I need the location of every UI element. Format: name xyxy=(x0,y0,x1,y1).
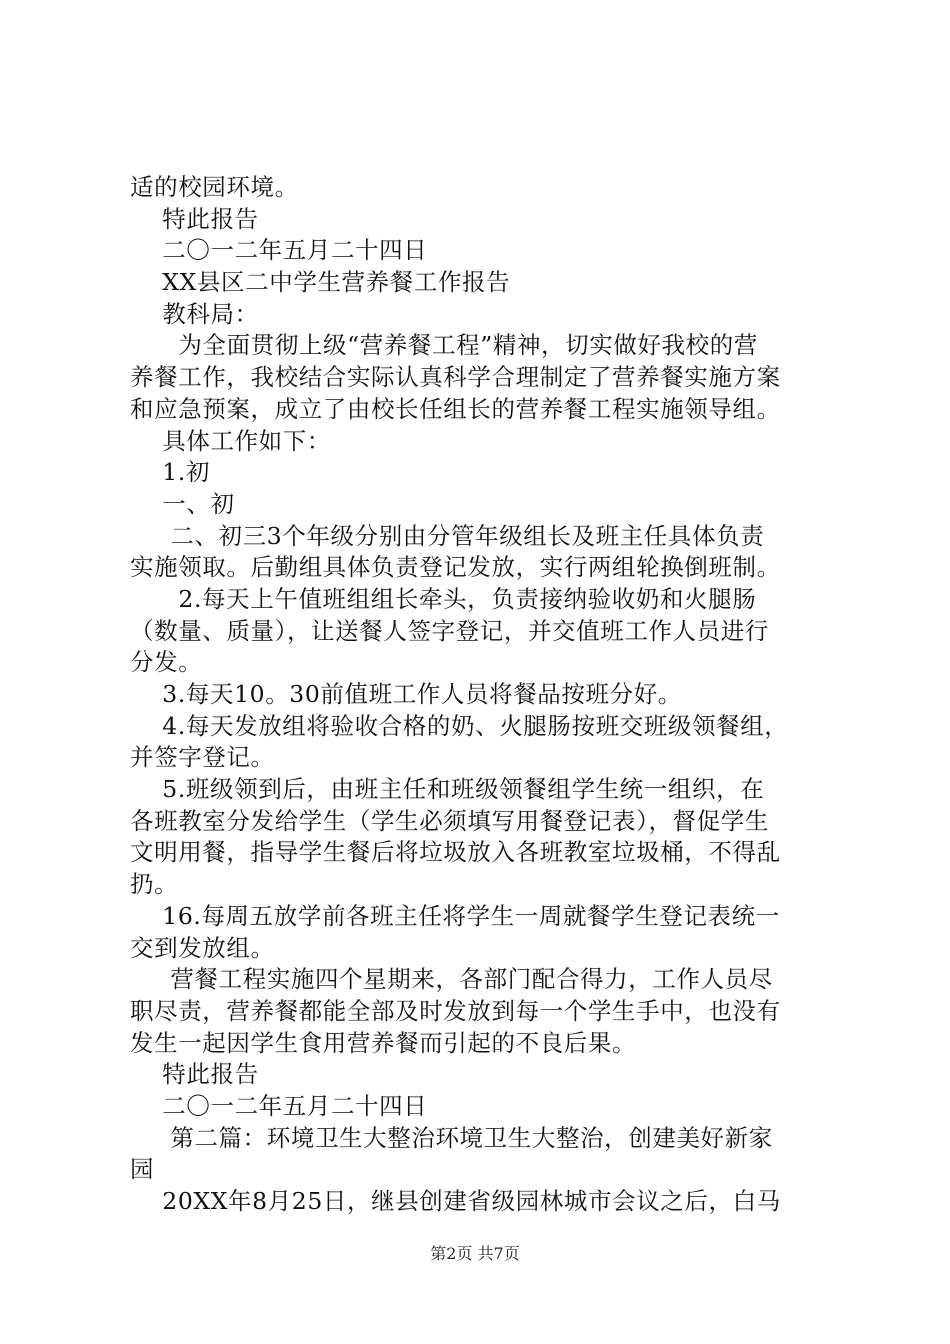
text-line: 20XX年8月25日，继县创建省级园林城市会议之后，白马 xyxy=(130,1187,781,1215)
text-line: 各班教室分发给学生（学生必须填写用餐登记表），督促学生 xyxy=(130,806,769,835)
text-line: 扔。 xyxy=(130,870,179,899)
text-line: 2.每天上午值班组组长牵头，负责接纳验收奶和火腿肠 xyxy=(130,584,757,613)
text-line: 分发。 xyxy=(130,648,203,677)
text-line: （数量、质量），让送餐人签字登记，并交值班工作人员进行 xyxy=(130,616,769,645)
text-line: 教科局： xyxy=(130,299,259,328)
text-line: 养餐工作，我校结合实际认真科学合理制定了营养餐实施方案 xyxy=(130,363,781,392)
text-line: 和应急预案，成立了由校长任组长的营养餐工程实施领导组。 xyxy=(130,394,781,423)
text-line: 二〇一二年五月二十四日 xyxy=(130,1091,428,1120)
text-line: 一、初 xyxy=(130,489,235,518)
text-line: 适的校园环境。 xyxy=(130,173,299,201)
text-line: 发生一起因学生食用营养餐而引起的不良后果。 xyxy=(130,1028,637,1057)
text-line: 16.每周五放学前各班主任将学生一周就餐学生登记表统一 xyxy=(130,901,780,930)
text-line: 二〇一二年五月二十四日 xyxy=(130,236,428,265)
text-line: 二、初三3个年级分别由分管年级组长及班主任具体负责 xyxy=(130,521,765,550)
text-line: XX县区二中学生营养餐工作报告 xyxy=(130,268,511,297)
text-line: 特此报告 xyxy=(130,204,259,233)
text-line: 职尽责，营养餐都能全部及时发放到每一个学生手中，也没有 xyxy=(130,996,781,1025)
text-line: 特此报告 xyxy=(130,1060,259,1089)
text-line: 第二篇：环境卫生大整治环境卫生大整治，创建美好新家 xyxy=(130,1123,773,1152)
text-line: 交到发放组。 xyxy=(130,933,275,962)
text-line: 为全面贯彻上级“营养餐工程”精神，切实做好我校的营 xyxy=(130,331,758,360)
text-line: 营餐工程实施四个星期来，各部门配合得力，工作人员尽 xyxy=(130,965,773,994)
text-line: 1.初 xyxy=(130,458,211,487)
text-line: 3.每天10。30前值班工作人员将餐品按班分好。 xyxy=(130,680,682,708)
text-line: 文明用餐，指导学生餐后将垃圾放入各班教室垃圾桶，不得乱 xyxy=(130,838,781,867)
document-body xyxy=(130,172,835,1218)
text-line: 园 xyxy=(130,1155,155,1184)
text-line: 4.每天发放组将验收合格的奶、火腿肠按班交班级领餐组， xyxy=(130,711,789,740)
text-line: 并签字登记。 xyxy=(130,743,275,772)
text-line: 5.班级领到后，由班主任和班级领餐组学生统一组织，在 xyxy=(130,775,765,804)
text-line: 具体工作如下： xyxy=(130,426,331,455)
page-footer: 第2页 共7页 xyxy=(430,1244,520,1263)
text-line: 实施领取。后勤组具体负责登记发放，实行两组轮换倒班制。 xyxy=(130,553,781,582)
